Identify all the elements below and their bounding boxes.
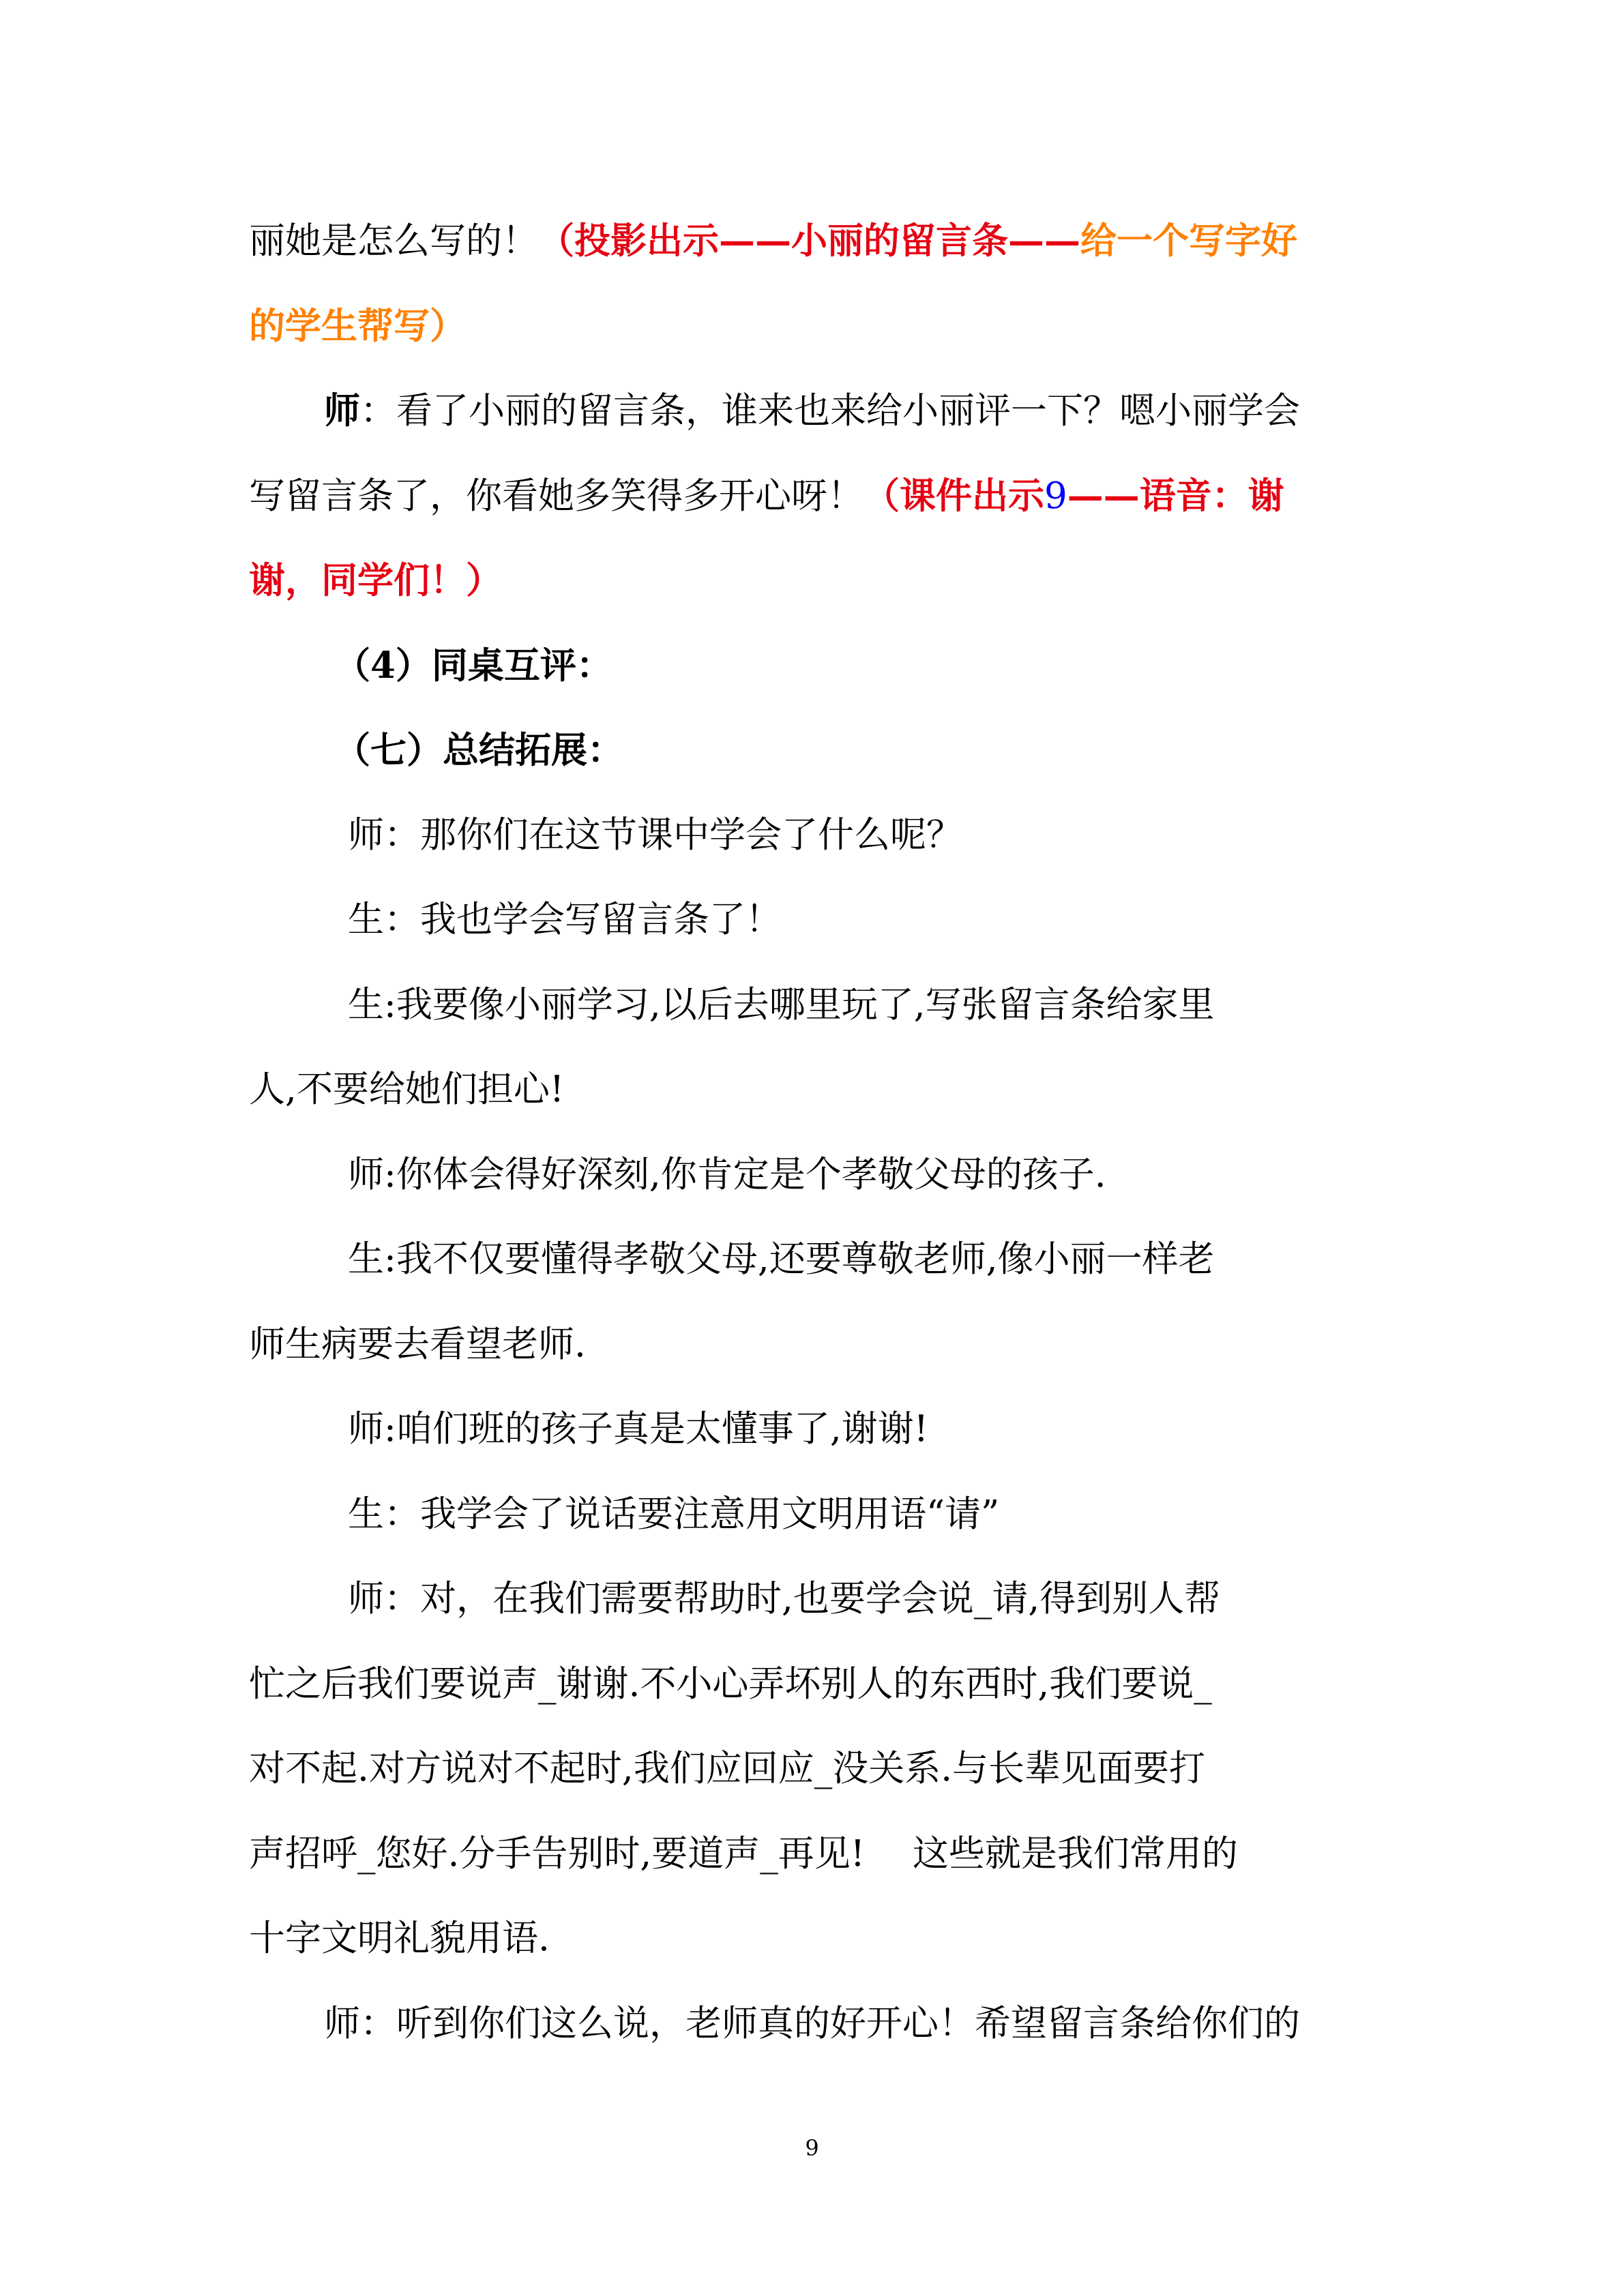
text-segment: ——语音：谢 (1067, 475, 1284, 517)
text-line (348, 1405, 928, 1453)
text-line (249, 556, 502, 604)
text-line (249, 1915, 550, 1963)
text-segment: 的学生帮写） (249, 305, 466, 347)
text-segment: 生：我也学会写留言条了！ (348, 899, 782, 940)
text-segment: 给一个写字好 (1080, 220, 1297, 262)
text-line (249, 302, 466, 350)
text-line (249, 1830, 1238, 1878)
text-segment: 声招呼_您好.分手告别时,要道声_再见! 这些就是我们常用的 (249, 1833, 1238, 1875)
text-line (348, 896, 782, 944)
text-segment: 人,不要给她们担心! (249, 1069, 565, 1110)
text-line (249, 1660, 1212, 1708)
text-line (348, 1491, 999, 1538)
text-line (348, 1236, 1215, 1283)
text-segment: ：看了小丽的留言条，谁来也来给小丽评一下？嗯小丽学会 (360, 390, 1300, 432)
text-segment: 生:我要像小丽学习,以后去哪里玩了,写张留言条给家里 (348, 984, 1215, 1026)
section-heading (334, 642, 612, 689)
text-segment: 生:我不仅要懂得孝敬父母,还要尊敬老师,像小丽一样老 (348, 1238, 1215, 1280)
text-segment: （课件出示 (863, 475, 1044, 517)
text-line (249, 217, 1297, 265)
text-segment: 十字文明礼貌用语. (249, 1918, 550, 1959)
text-segment: （投影出示——小丽的留言条—— (538, 220, 1080, 262)
text-line (348, 1151, 1106, 1199)
text-segment: 9 (1044, 475, 1067, 517)
page-number: 9 (805, 2135, 819, 2161)
text-line (324, 387, 1300, 434)
text-segment: 师:咱们班的孩子真是太懂事了,谢谢! (348, 1408, 929, 1450)
text-segment: 师：听到你们这么说，老师真的好开心！希望留言条给你们的 (324, 2003, 1300, 2044)
text-segment: 谢，同学们！） (249, 559, 502, 601)
text-segment: 生：我学会了说话要注意用文明用语“请” (348, 1493, 1000, 1535)
text-segment: 写留言条了，你看她多笑得多开心呀！ (249, 475, 863, 517)
text-line (249, 472, 1284, 520)
section-heading (334, 726, 623, 774)
text-line (348, 811, 962, 859)
text-segment: 师:你体会得好深刻,你肯定是个孝敬父母的孩子. (348, 1154, 1106, 1195)
text-line (249, 1321, 586, 1369)
text-segment: 对不起.对方说对不起时,我们应回应_没关系.与长辈见面要打 (249, 1748, 1206, 1789)
text-line (348, 981, 1215, 1029)
text-segment: 丽她是怎么写的！ (249, 220, 538, 262)
text-segment: 师：对，在我们需要帮助时,也要学会说_请,得到别人帮 (348, 1578, 1221, 1620)
text-segment: （4）同桌互评： (334, 644, 612, 687)
text-segment: 师生病要去看望老师. (249, 1324, 586, 1365)
text-segment: 师 (324, 389, 360, 432)
text-segment: 忙之后我们要说声_谢谢.不小心弄坏别人的东西时,我们要说_ (249, 1663, 1212, 1705)
text-line (348, 1575, 1220, 1623)
text-segment: 师：那你们在这节课中学会了什么呢？ (348, 814, 962, 856)
text-line (249, 1066, 564, 1114)
text-line (324, 2000, 1300, 2048)
text-line (249, 1745, 1205, 1793)
text-segment: （七）总结拓展： (334, 729, 623, 771)
